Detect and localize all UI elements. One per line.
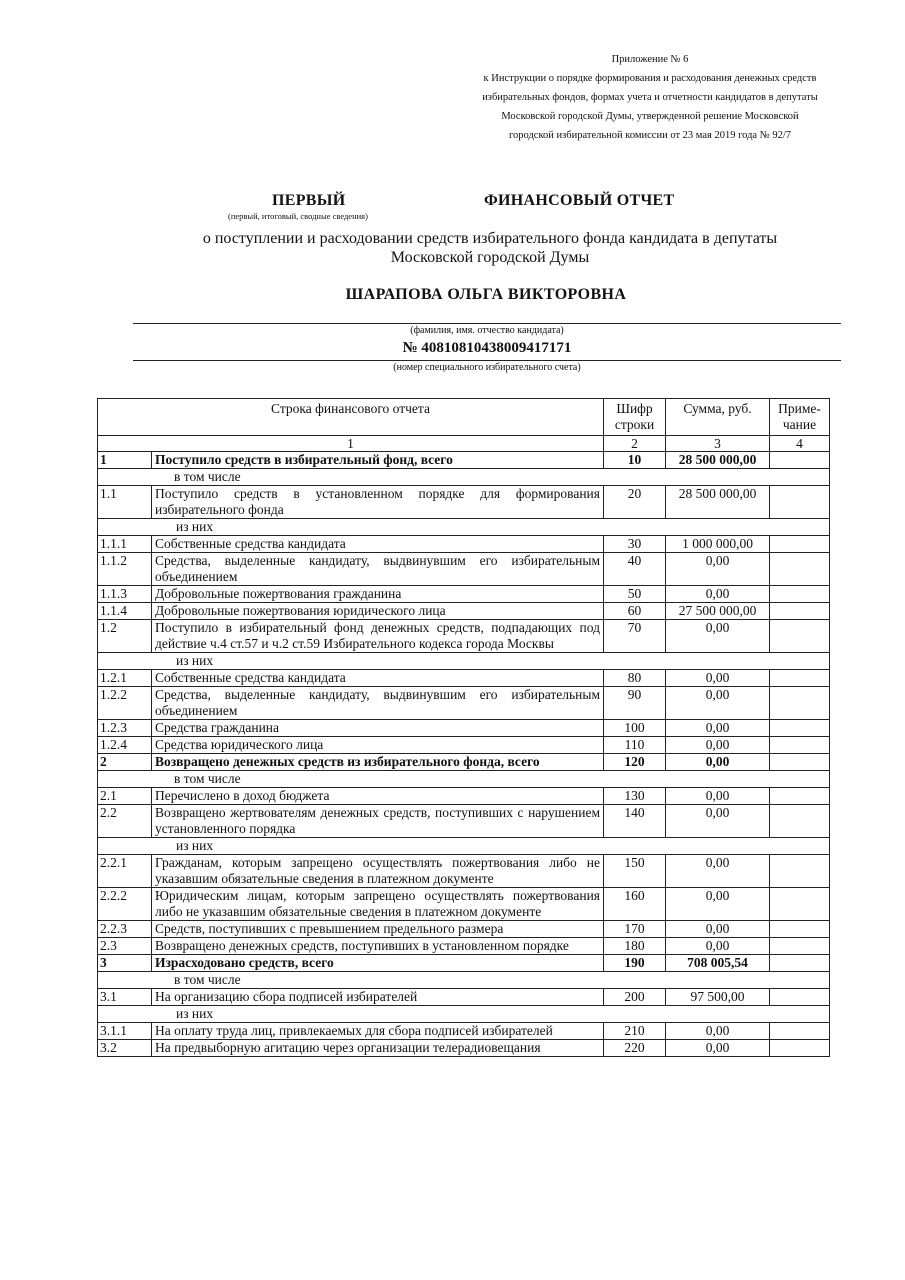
appendix-line: Московской городской Думы, утвержденной решение Московской <box>501 111 799 122</box>
subheader-text: из них <box>98 1006 830 1023</box>
table-row <box>98 921 830 938</box>
row-note <box>770 586 830 603</box>
row-code: 60 <box>604 603 666 620</box>
row-sum: 0,00 <box>666 620 770 653</box>
row-sum: 28 500 000,00 <box>666 486 770 519</box>
row-number: 3 <box>98 955 152 972</box>
row-code: 10 <box>604 452 666 469</box>
row-note <box>770 1040 830 1057</box>
column-numbers-row <box>98 436 830 452</box>
table-subheader-row <box>98 1006 830 1023</box>
row-description: Поступило в избирательный фонд денежных средств, подпадающих под действие ч.4 ст.57 и ч.2 ст.59 Избирательного кодекса города Москвы <box>152 620 604 653</box>
row-sum: 0,00 <box>666 1040 770 1057</box>
row-note <box>770 754 830 771</box>
subheader-text: из них <box>98 653 830 670</box>
table-row <box>98 603 830 620</box>
row-number: 1.2.2 <box>98 687 152 720</box>
candidate-name: ШАРАПОВА ОЛЬГА ВИКТОРОВНА <box>345 286 627 303</box>
table-row <box>98 720 830 737</box>
row-code: 70 <box>604 620 666 653</box>
row-note <box>770 737 830 754</box>
row-description: Гражданам, которым запрещено осуществлять пожертвования либо не указавшим обязательные сведения в платежном документе <box>152 855 604 888</box>
row-number: 1.1.1 <box>98 536 152 553</box>
row-sum: 0,00 <box>666 553 770 586</box>
row-number: 3.1 <box>98 989 152 1006</box>
row-sum: 0,00 <box>666 788 770 805</box>
table-row <box>98 536 830 553</box>
subheader-text: в том числе <box>98 469 830 486</box>
row-description: Поступило средств в установленном порядке для формирования избирательного фонда <box>152 486 604 519</box>
row-note <box>770 1023 830 1040</box>
row-code: 20 <box>604 486 666 519</box>
row-sum: 708 005,54 <box>666 955 770 972</box>
row-sum: 0,00 <box>666 754 770 771</box>
row-note <box>770 888 830 921</box>
row-note <box>770 921 830 938</box>
row-description: Средства, выделенные кандидату, выдвинувшим его избирательным объединением <box>152 553 604 586</box>
table-row <box>98 737 830 754</box>
report-subtitle <box>150 229 830 267</box>
subheader-text: в том числе <box>98 972 830 989</box>
table-row <box>98 855 830 888</box>
row-note <box>770 938 830 955</box>
row-code: 160 <box>604 888 666 921</box>
col-header-row: Строка финансового отчета <box>98 399 604 436</box>
table-subheader-row <box>98 653 830 670</box>
col-number: 1 <box>98 436 604 452</box>
row-number: 2.3 <box>98 938 152 955</box>
row-number: 2.1 <box>98 788 152 805</box>
table-row <box>98 989 830 1006</box>
row-code: 190 <box>604 955 666 972</box>
table-subheader-row <box>98 469 830 486</box>
row-note <box>770 620 830 653</box>
row-sum: 0,00 <box>666 855 770 888</box>
row-description: Поступило средств в избирательный фонд, всего <box>152 452 604 469</box>
table-subheader-row <box>98 771 830 788</box>
appendix-line: к Инструкции о порядке формирования и расходования денежных средств <box>483 73 817 84</box>
row-number: 1.1.3 <box>98 586 152 603</box>
report-kind: ПЕРВЫЙ <box>272 192 346 209</box>
row-number: 2.2 <box>98 805 152 838</box>
row-description: Средств, поступивших с превышением предельного размера <box>152 921 604 938</box>
table-row <box>98 687 830 720</box>
row-description: Израсходовано средств, всего <box>152 955 604 972</box>
table-subheader-row <box>98 519 830 536</box>
row-number: 1.2.1 <box>98 670 152 687</box>
row-number: 1.2.3 <box>98 720 152 737</box>
row-number: 2.2.1 <box>98 855 152 888</box>
table-row <box>98 938 830 955</box>
table-row <box>98 1040 830 1057</box>
row-code: 120 <box>604 754 666 771</box>
table-row <box>98 620 830 653</box>
row-code: 80 <box>604 670 666 687</box>
table-row <box>98 888 830 921</box>
row-sum: 0,00 <box>666 670 770 687</box>
row-sum: 0,00 <box>666 1023 770 1040</box>
row-sum: 0,00 <box>666 921 770 938</box>
row-description: Возвращено жертвователям денежных средств, поступивших с нарушением установленного порядка <box>152 805 604 838</box>
report-title <box>0 192 905 232</box>
row-sum: 27 500 000,00 <box>666 603 770 620</box>
row-sum: 0,00 <box>666 737 770 754</box>
subtitle-line: о поступлении и расходовании средств избирательного фонда кандидата в депутаты <box>202 230 778 247</box>
row-description: Средства юридического лица <box>152 737 604 754</box>
table-row <box>98 805 830 838</box>
table-row <box>98 1023 830 1040</box>
row-description: Возвращено денежных средств, поступивших в установленном порядке <box>152 938 604 955</box>
col-number: 2 <box>604 436 666 452</box>
row-number: 1.1 <box>98 486 152 519</box>
table-subheader-row <box>98 972 830 989</box>
row-sum: 0,00 <box>666 687 770 720</box>
row-description: Юридическим лицам, которым запрещено осуществлять пожертвования либо не указавшим обязательные сведения в платежном документе <box>152 888 604 921</box>
row-code: 200 <box>604 989 666 1006</box>
row-note <box>770 603 830 620</box>
row-sum: 1 000 000,00 <box>666 536 770 553</box>
row-description: На организацию сбора подписей избирателей <box>152 989 604 1006</box>
table-row <box>98 955 830 972</box>
report-title-text: ФИНАНСОВЫЙ ОТЧЕТ <box>484 192 675 209</box>
row-code: 50 <box>604 586 666 603</box>
subheader-text: в том числе <box>98 771 830 788</box>
account-number: № 40810810438009417171 <box>402 340 572 356</box>
row-description: Добровольные пожертвования юридического лица <box>152 603 604 620</box>
subheader-text: из них <box>98 838 830 855</box>
account-underline <box>133 360 841 361</box>
row-note <box>770 553 830 586</box>
row-sum: 0,00 <box>666 938 770 955</box>
row-number: 1.2 <box>98 620 152 653</box>
row-code: 130 <box>604 788 666 805</box>
table-row <box>98 486 830 519</box>
table-row <box>98 553 830 586</box>
row-number: 1.1.4 <box>98 603 152 620</box>
row-note <box>770 989 830 1006</box>
row-code: 180 <box>604 938 666 955</box>
row-note <box>770 955 830 972</box>
row-description: Собственные средства кандидата <box>152 670 604 687</box>
candidate-note: (фамилия, имя. отчество кандидата) <box>410 325 564 336</box>
appendix-note <box>470 50 830 145</box>
row-note <box>770 687 830 720</box>
col-header-note: Приме-чание <box>770 399 830 436</box>
row-sum: 0,00 <box>666 805 770 838</box>
table-subheader-row <box>98 838 830 855</box>
row-number: 1.2.4 <box>98 737 152 754</box>
row-note <box>770 720 830 737</box>
row-code: 210 <box>604 1023 666 1040</box>
row-number: 1.1.2 <box>98 553 152 586</box>
row-code: 90 <box>604 687 666 720</box>
row-description: На предвыборную агитацию через организации телерадиовещания <box>152 1040 604 1057</box>
row-note <box>770 788 830 805</box>
row-note <box>770 670 830 687</box>
row-note <box>770 452 830 469</box>
row-code: 150 <box>604 855 666 888</box>
report-table-body <box>98 399 830 1057</box>
account-note: (номер специального избирательного счета) <box>393 362 581 373</box>
subtitle-line: Московской городской Думы <box>390 249 590 266</box>
row-code: 110 <box>604 737 666 754</box>
financial-report-table <box>97 398 830 1057</box>
row-code: 140 <box>604 805 666 838</box>
row-number: 3.2 <box>98 1040 152 1057</box>
row-sum: 97 500,00 <box>666 989 770 1006</box>
appendix-line: избирательных фондов, формах учета и отчетности кандидатов в депутаты <box>482 92 818 103</box>
subheader-text: из них <box>98 519 830 536</box>
row-note <box>770 805 830 838</box>
row-description: Средства, выделенные кандидату, выдвинувшим его избирательным объединением <box>152 687 604 720</box>
row-number: 2 <box>98 754 152 771</box>
row-number: 2.2.2 <box>98 888 152 921</box>
appendix-line: Приложение № 6 <box>611 54 689 65</box>
row-number: 3.1.1 <box>98 1023 152 1040</box>
row-code: 100 <box>604 720 666 737</box>
row-description: Перечислено в доход бюджета <box>152 788 604 805</box>
row-number: 1 <box>98 452 152 469</box>
table-row <box>98 754 830 771</box>
table-row <box>98 452 830 469</box>
row-description: Добровольные пожертвования гражданина <box>152 586 604 603</box>
row-description: Собственные средства кандидата <box>152 536 604 553</box>
row-note <box>770 486 830 519</box>
row-code: 30 <box>604 536 666 553</box>
row-sum: 0,00 <box>666 586 770 603</box>
row-code: 170 <box>604 921 666 938</box>
report-kind-note: (первый, итоговый, сводные сведения) <box>228 211 368 221</box>
row-note <box>770 855 830 888</box>
row-description: На оплату труда лиц, привлекаемых для сбора подписей избирателей <box>152 1023 604 1040</box>
col-header-sum: Сумма, руб. <box>666 399 770 436</box>
row-sum: 0,00 <box>666 888 770 921</box>
table-row <box>98 788 830 805</box>
table-row <box>98 670 830 687</box>
col-header-code: Шифр строки <box>604 399 666 436</box>
row-number: 2.2.3 <box>98 921 152 938</box>
table-header-row <box>98 399 830 436</box>
row-description: Возвращено денежных средств из избирательного фонда, всего <box>152 754 604 771</box>
candidate-underline <box>133 323 841 324</box>
col-number: 4 <box>770 436 830 452</box>
row-code: 40 <box>604 553 666 586</box>
row-note <box>770 536 830 553</box>
appendix-line: городской избирательной комиссии от 23 мая 2019 года № 92/7 <box>508 130 792 141</box>
row-code: 220 <box>604 1040 666 1057</box>
table-row <box>98 586 830 603</box>
row-sum: 0,00 <box>666 720 770 737</box>
row-description: Средства гражданина <box>152 720 604 737</box>
row-sum: 28 500 000,00 <box>666 452 770 469</box>
col-number: 3 <box>666 436 770 452</box>
